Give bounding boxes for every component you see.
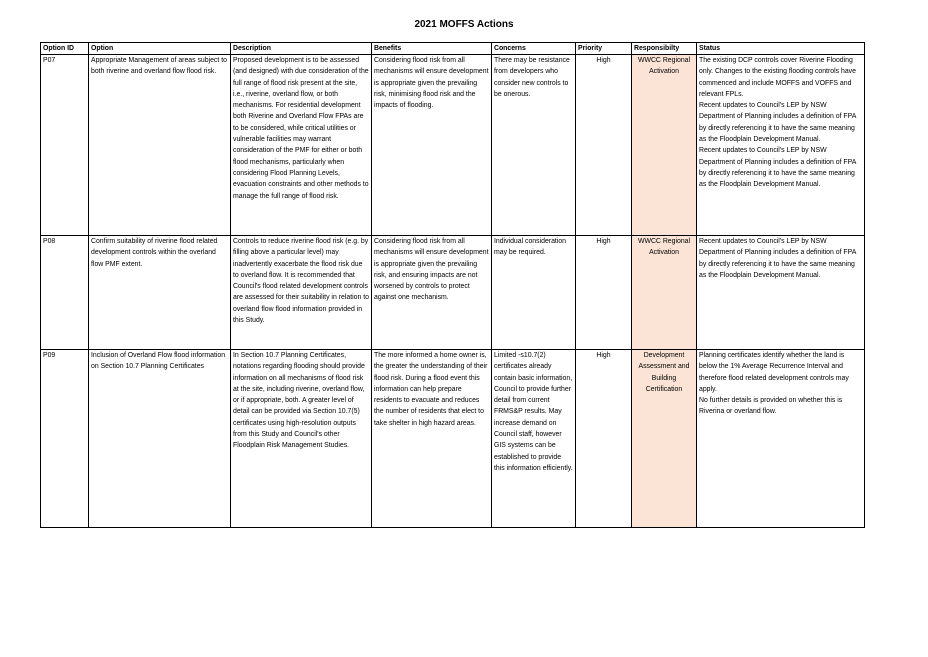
cell-option-id: P08 — [41, 236, 89, 350]
cell-option: Appropriate Management of areas subject to both riverine and overland flow flood risk. — [89, 55, 231, 236]
header-concerns: Concerns — [492, 43, 576, 55]
cell-description: Proposed development is to be assessed (and designed) with due consideration of the full range of flood risk present at the site, i.e., riverine, overland flow, or both mechanisms. For residential development both Riverine and Overland Flow FPAs are to be considered, while critical utilities or vulnerable facilities may warrant consideration of the PMF for either or both flood mechanisms, particularly when considering Flood Planning Levels, evacuation constraints and other methods to manage the full range of flood risk. — [231, 55, 372, 236]
header-row — [41, 43, 865, 55]
table-row — [41, 236, 865, 350]
table-row — [41, 350, 865, 528]
cell-benefits: Considering flood risk from all mechanisms will ensure development is appropriate given the prevailing risk, minimising flood risk and the impacts of flooding. — [372, 55, 492, 236]
status-paragraph: No further details is provided on whether this is Riverina or overland flow. — [699, 397, 843, 416]
cell-description: In Section 10.7 Planning Certificates, notations regarding flooding should provide information on all mechanisms of flood risk at the site, including riverine, overland flow, or if appropriate, both. A greater level of detail can be provided via Section 10.7(5) certificates using high-resolution outputs from this Study and Council's other Floodplain Risk Management Studies. — [231, 350, 372, 528]
cell-concerns: There may be resistance from developers who consider new controls to be onerous. — [492, 55, 576, 236]
header-status: Status — [697, 43, 865, 55]
header-option-id: Option ID — [41, 43, 89, 55]
cell-description: Controls to reduce riverine flood risk (e.g. by filling above a particular level) may inadvertently exacerbate the flood risk due to overland flow. It is recommended that Council's flood related development controls are assessed for their suitability in relation to overland flow flood information provided in this Study. — [231, 236, 372, 350]
cell-priority: High — [576, 236, 632, 350]
cell-benefits: Considering flood risk from all mechanisms will ensure development is appropriate given the prevailing risk, and ensuring impacts are not worsened by controls to protect against one mechanism. — [372, 236, 492, 350]
cell-option-id: P09 — [41, 350, 89, 528]
cell-status — [697, 350, 865, 528]
table-row — [41, 55, 865, 236]
header-responsibility: Responsibilty — [632, 43, 697, 55]
status-paragraph: Recent updates to Council's LEP by NSW Department of Planning includes a definition of FPA by directly referencing it to have the same meaning as the Floodplain Development Manual. — [699, 238, 856, 279]
header-option: Option — [89, 43, 231, 55]
cell-option: Confirm suitability of riverine flood related development controls within the overland flow PMF extent. — [89, 236, 231, 350]
cell-concerns: Limited -s10.7(2) certificates already contain basic information, Council to provide further detail from current FRMS&P results. May increase demand on Council staff, however GIS systems can be established to provide this information efficiently. — [492, 350, 576, 528]
header-description: Description — [231, 43, 372, 55]
status-paragraph: Recent updates to Council's LEP by NSW Department of Planning includes a definition of FPA by directly referencing it to have the same meaning as the Floodplain Development Manual. — [699, 102, 856, 144]
cell-benefits: The more informed a home owner is, the greater the understanding of their flood risk. During a flood event this information can help prepare residents to evacuate and reduces the number of residents that elect to take shelter in high hazard areas. — [372, 350, 492, 528]
cell-option-id: P07 — [41, 55, 89, 236]
cell-responsibility: WWCC Regional Activation — [632, 55, 697, 236]
header-priority: Priority — [576, 43, 632, 55]
page-title: 2021 MOFFS Actions — [414, 19, 514, 30]
header-benefits: Benefits — [372, 43, 492, 55]
cell-status — [697, 55, 865, 236]
cell-priority: High — [576, 350, 632, 528]
status-paragraph: Recent updates to Council's LEP by NSW Department of Planning includes a definition of FPA by directly referencing it to have the same meaning as the Floodplain Development Manual. — [699, 147, 856, 189]
cell-priority: High — [576, 55, 632, 236]
cell-option: Inclusion of Overland Flow flood information on Section 10.7 Planning Certificates — [89, 350, 231, 528]
cell-concerns: Individual consideration may be required. — [492, 236, 576, 350]
actions-table — [40, 42, 865, 528]
cell-responsibility: WWCC Regional Activation — [632, 236, 697, 350]
cell-status — [697, 236, 865, 350]
status-paragraph: The existing DCP controls cover Riverine Flooding only. Changes to the existing flooding controls have commenced and include MOFFS and VOFFS and relevant FPLs. — [699, 57, 856, 98]
status-paragraph: Planning certificates identify whether the land is below the 1% Average Recurrence Interval and therefore flood related development controls may apply. — [699, 352, 849, 393]
cell-responsibility: Development Assessment and Building Certification — [632, 350, 697, 528]
